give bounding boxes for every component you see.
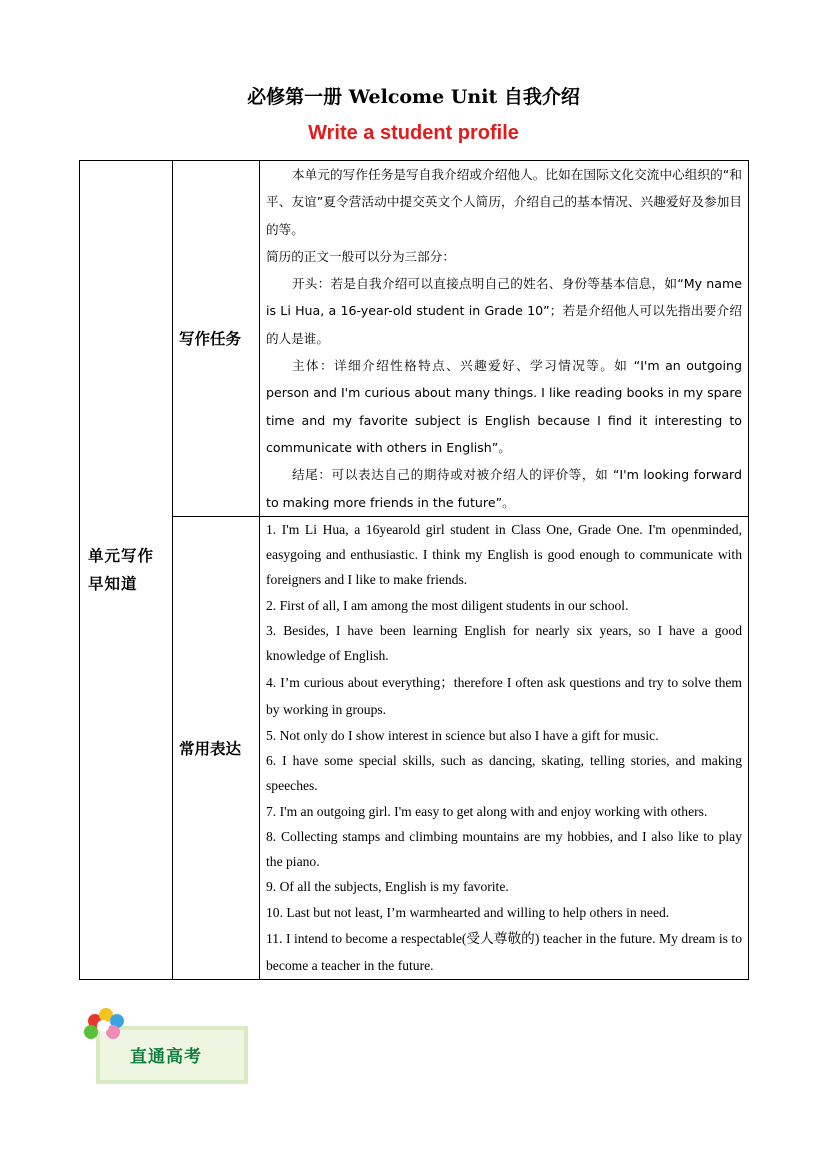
expression-item: 9. Of all the subjects, English is my favorite. [266, 879, 509, 895]
task-content-cell [260, 161, 749, 517]
expressions-label: 常用表达 [179, 739, 242, 758]
task-paragraph: 开头：若是自我介绍可以直接点明自己的姓名、身份等基本信息，如“My name is Li Hua, a 16-year-old student in Grade 10”；若是介绍他人可以先指出要介绍的人是谁。 [266, 276, 742, 346]
page-subtitle: Write a student profile [308, 122, 519, 144]
expression-item: 10. Last but not least, I’m warmhearted and willing to help others in need. [266, 904, 670, 920]
task-label-cell [173, 161, 260, 517]
writing-table [79, 160, 749, 980]
expressions-label-cell [173, 516, 260, 979]
expression-item: 7. I'm an outgoing girl. I'm easy to get along with and enjoy working with others. [266, 803, 708, 819]
expression-item: 5. Not only do I show interest in science but also I have a gift for music. [266, 727, 659, 743]
expression-item: 1. I'm Li Hua, a 16yearold girl student in Class One, Grade One. I'm openminded, easygoing and enthusiastic. I think my English is good enough to communicate with foreigners and I like to make friends. [266, 521, 742, 588]
flower-petal [84, 1025, 98, 1039]
page-title: 必修第一册 Welcome Unit 自我介绍 [247, 86, 580, 108]
task-label: 写作任务 [179, 330, 242, 349]
expression-item: 4. I’m curious about everything；therefore I often ask questions and try to solve them by working in groups. [266, 674, 742, 717]
expression-item: 8. Collecting stamps and climbing mountains are my hobbies, and I also like to play the piano. [266, 828, 742, 870]
expression-item: 6. I have some special skills, such as dancing, skating, telling stories, and making speeches. [266, 752, 742, 794]
expression-item: 2. First of all, I am among the most diligent students in our school. [266, 597, 629, 613]
logo-badge [80, 1008, 246, 1082]
expressions-content-cell [260, 516, 749, 979]
task-paragraph: 简历的正文一般可以分为三部分： [266, 248, 455, 264]
category-cell [80, 161, 173, 980]
task-paragraph: 主体：详细介绍性格特点、兴趣爱好、学习情况等。如 “I'm an outgoing person and I'm curious about many things. I like reading books in my spare time and my favorite subject is English because I find it interesting to communicate with others in English”。 [266, 358, 742, 455]
category-label: 单元写作早知道 [88, 547, 155, 593]
task-paragraph: 本单元的写作任务是写自我介绍或介绍他人。比如在国际文化交流中心组织的“和平、友谊”夏令营活动中提交英文个人简历，介绍自己的基本情况、兴趣爱好及参加目的等。 [266, 167, 742, 237]
task-paragraph: 结尾：可以表达自己的期待或对被介绍人的评价等，如 “I'm looking forward to making more friends in the future”。 [266, 467, 742, 510]
flower-center [97, 1020, 109, 1032]
expression-item: 11. I intend to become a respectable(受人尊敬的) teacher in the future. My dream is to become a teacher in the future. [266, 931, 742, 974]
logo-text: 直通高考 [130, 1047, 202, 1067]
expression-item: 3. Besides, I have been learning English for nearly six years, so I have a good knowledge of English. [266, 623, 742, 664]
